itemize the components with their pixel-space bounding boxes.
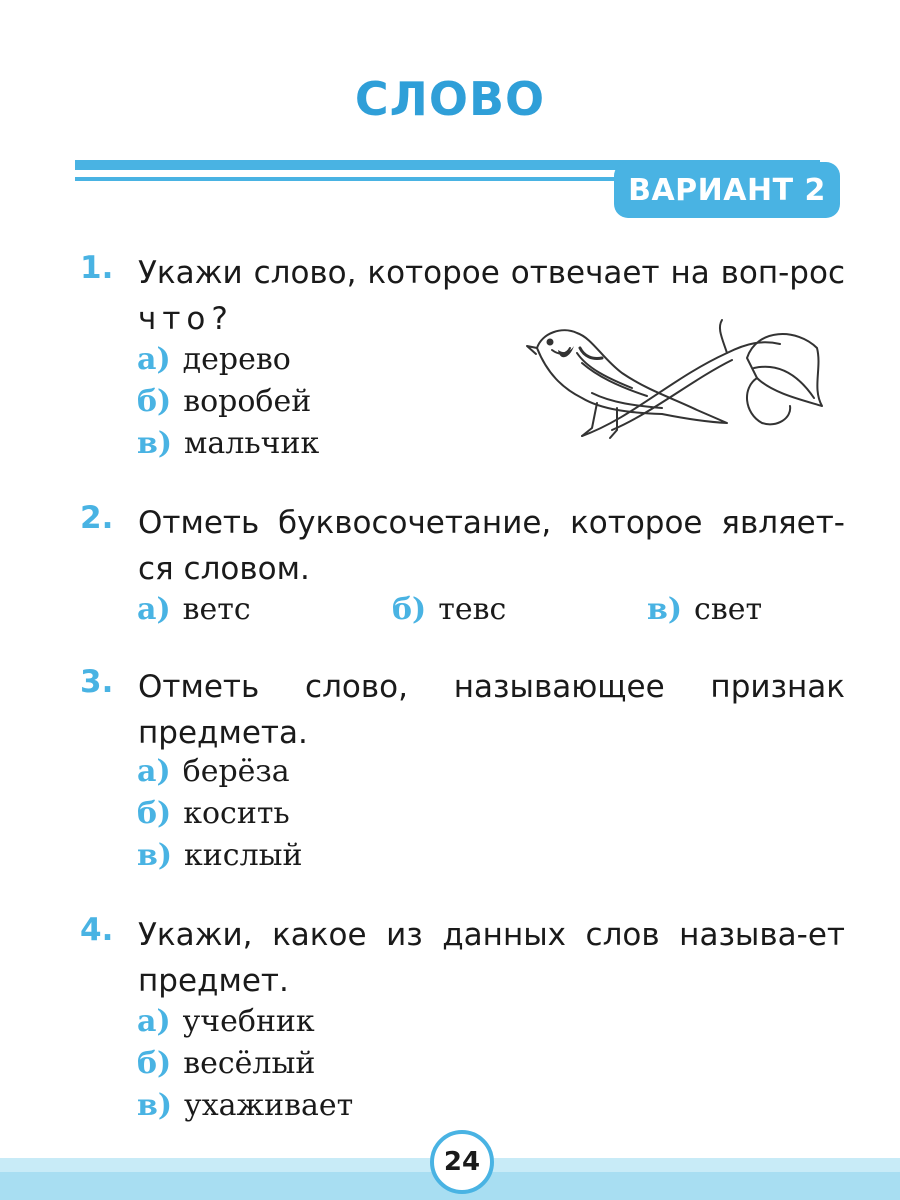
- emphasized-word: что: [138, 301, 212, 337]
- variant-badge: ВАРИАНТ 2: [614, 162, 840, 218]
- question-text: Укажи слово, которое отвечает на воп-рос что?: [138, 255, 845, 337]
- page-title: СЛОВО: [354, 72, 546, 126]
- option-a[interactable]: а) дерево: [137, 342, 291, 377]
- question-text: Отметь буквосочетание, которое являет-ся словом.: [138, 505, 845, 587]
- option-b[interactable]: б) косить: [137, 796, 290, 831]
- question-number: 4.: [80, 912, 114, 948]
- option-a[interactable]: а) ветс: [137, 592, 251, 627]
- option-a[interactable]: а) учебник: [137, 1004, 315, 1039]
- option-b[interactable]: б) воробей: [137, 384, 312, 419]
- sparrow-illustration: [522, 318, 827, 453]
- option-c[interactable]: в) мальчик: [137, 426, 320, 461]
- option-b[interactable]: б) тевс: [392, 592, 507, 627]
- option-c[interactable]: в) кислый: [137, 838, 303, 873]
- question-text: Отметь слово, называющее признак предмета.: [138, 669, 845, 751]
- header-rule-thin: [75, 177, 620, 181]
- option-c[interactable]: в) свет: [647, 592, 763, 627]
- option-b[interactable]: б) весёлый: [137, 1046, 316, 1081]
- page-number: 24: [430, 1130, 494, 1194]
- question-text: Укажи, какое из данных слов называ-ет предмет.: [138, 917, 845, 999]
- option-a[interactable]: а) берёза: [137, 754, 290, 789]
- question-number: 2.: [80, 500, 114, 536]
- question-number: 3.: [80, 664, 114, 700]
- question-number: 1.: [80, 250, 114, 286]
- option-c[interactable]: в) ухаживает: [137, 1088, 354, 1123]
